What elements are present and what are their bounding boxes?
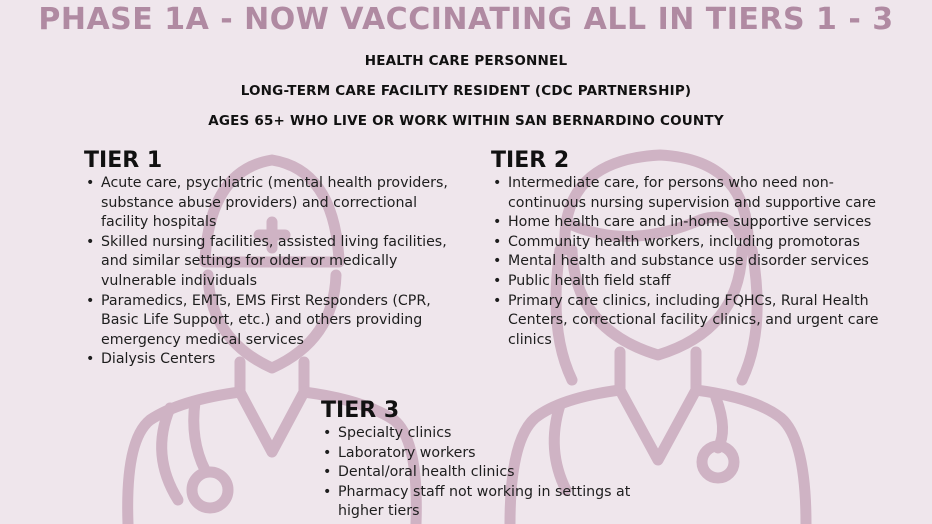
page-title: PHASE 1A - NOW VACCINATING ALL IN TIERS 1 - 3 (38, 2, 894, 37)
list-item: • Specialty clinics (321, 424, 631, 444)
subheading-health-care-personnel: HEALTH CARE PERSONNEL (364, 53, 568, 69)
list-item: • Community health workers, including promotoras (491, 233, 891, 253)
list-item: • Paramedics, EMTs, EMS First Responders (CPR, Basic Life Support, etc.) and others providing emergency medical services (84, 292, 459, 351)
list-item: • Mental health and substance use disorder services (491, 252, 891, 272)
subheading-ages-65: AGES 65+ WHO LIVE OR WORK WITHIN SAN BERNARDINO COUNTY (208, 113, 724, 129)
list-item: • Primary care clinics, including FQHCs, Rural Health Centers, correctional facility clinics, and urgent care clinics (491, 292, 891, 351)
tier-1-list (84, 174, 459, 370)
list-item: • Dialysis Centers (84, 350, 459, 370)
list-item: • Laboratory workers (321, 444, 631, 464)
list-item: • Dental/oral health clinics (321, 463, 631, 483)
list-item: • Skilled nursing facilities, assisted living facilities, and similar settings for older or medically vulnerable individuals (84, 233, 459, 292)
list-item: • Acute care, psychiatric (mental health providers, substance abuse providers) and correctional facility hospitals (84, 174, 459, 233)
list-item: • Public health field staff (491, 272, 891, 292)
tier-3-heading: TIER 3 (321, 398, 400, 423)
tier-1-heading: TIER 1 (84, 148, 163, 173)
subheading-long-term-care: LONG-TERM CARE FACILITY RESIDENT (CDC PARTNERSHIP) (240, 83, 692, 99)
list-item: • Home health care and in-home supportive services (491, 213, 891, 233)
list-item: • Intermediate care, for persons who need non-continuous nursing supervision and supportive care (491, 174, 891, 213)
tier-2-section (491, 148, 891, 350)
tier-1-section (84, 148, 459, 370)
tier-3-list (321, 424, 631, 522)
tier-3-section (321, 398, 631, 522)
tier-2-heading: TIER 2 (491, 148, 570, 173)
tier-2-list (491, 174, 891, 350)
list-item: • Pharmacy staff not working in settings at higher tiers (321, 483, 631, 522)
